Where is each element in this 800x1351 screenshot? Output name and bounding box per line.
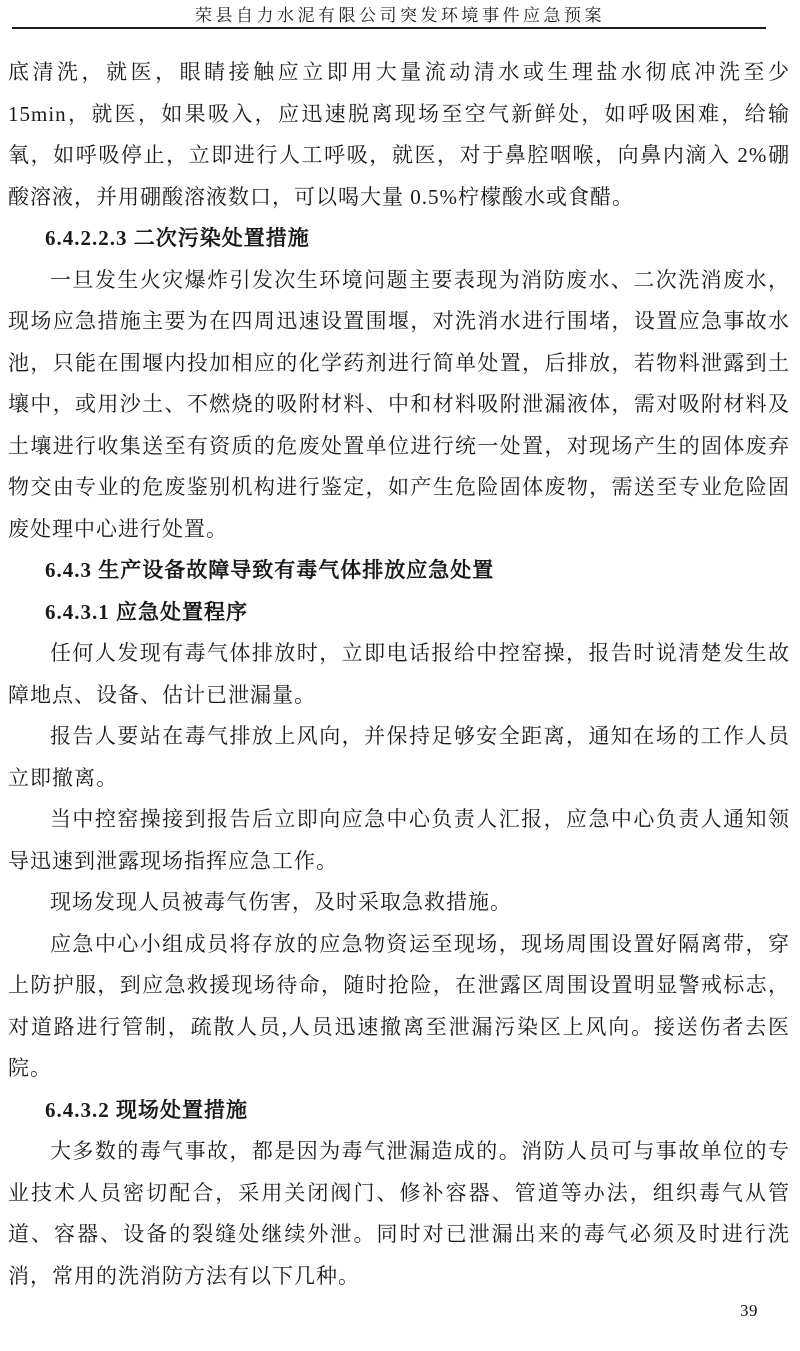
paragraph-first-aid-continuation: 底清洗，就医，眼睛接触应立即用大量流动清水或生理盐水彻底冲洗至少 15min，就医，如果吸入，应迅速脱离现场至空气新鲜处，如呼吸困难，给输氧，如呼吸停止，立即进行人工呼吸，就医，对于鼻腔咽喉，向鼻内滴入 2%硼酸溶液，并用硼酸溶液数口，可以喝大量 0.5%柠檬酸水或食醋。	[8, 60, 790, 209]
page-header-title: 荣县自力水泥有限公司突发环境事件应急预案	[195, 6, 605, 25]
paragraph-emergency-team: 应急中心小组成员将存放的应急物资运至现场，现场周围设置好隔离带，穿上防护服，到应急救援现场待命，随时抢险，在泄露区周围设置明显警戒标志，对道路进行管制，疏散人员,人员迅速撤离至泄漏污染区上风向。接送伤者去医院。	[8, 931, 790, 1080]
section-heading-6-4-3-1: 6.4.3.1 应急处置程序	[45, 599, 248, 624]
header-rule	[12, 27, 766, 29]
page-number: 39	[740, 1301, 758, 1320]
paragraph-gas-accidents: 大多数的毒气事故，都是因为毒气泄漏造成的。消防人员可与事故单位的专业技术人员密切配合，采用关闭阀门、修补容器、管道等办法，组织毒气从管道、容器、设备的裂缝处继续外泄。同时对已泄漏出来的毒气必须及时进行洗消，常用的洗消防方法有以下几种。	[8, 1139, 790, 1288]
section-heading-6-4-3-2: 6.4.3.2 现场处置措施	[45, 1097, 248, 1122]
paragraph-report: 任何人发现有毒气体排放时，立即电话报给中控窑操，报告时说清楚发生故障地点、设备、估计已泄漏量。	[8, 641, 790, 707]
section-heading-6-4-2-2-3: 6.4.2.2.3 二次污染处置措施	[45, 226, 310, 250]
paragraph-control-room: 当中控窑操接到报告后立即向应急中心负责人汇报，应急中心负责人通知领导迅速到泄露现场指挥应急工作。	[8, 807, 790, 873]
paragraph-reporter-position: 报告人要站在毒气排放上风向，并保持足够安全距离，通知在场的工作人员立即撤离。	[8, 724, 790, 790]
document-body	[0, 52, 800, 1297]
section-heading-6-4-3: 6.4.3 生产设备故障导致有毒气体排放应急处置	[45, 558, 495, 582]
paragraph-secondary-pollution: 一旦发生火灾爆炸引发次生环境问题主要表现为消防废水、二次洗消废水，现场应急措施主要为在四周迅速设置围堰，对洗消水进行围堵，设置应急事故水池，只能在围堰内投加相应的化学药剂进行简单处置，后排放，若物料泄露到土壤中，或用沙土、不燃烧的吸附材料、中和材料吸附泄漏液体，需对吸附材料及土壤进行收集送至有资质的危废处置单位进行统一处置，对现场产生的固体废弃物交由专业的危废鉴别机构进行鉴定，如产生危险固体废物，需送至专业危险固废处理中心进行处置。	[8, 267, 790, 541]
paragraph-rescue: 现场发现人员被毒气伤害，及时采取急救措施。	[50, 890, 512, 914]
